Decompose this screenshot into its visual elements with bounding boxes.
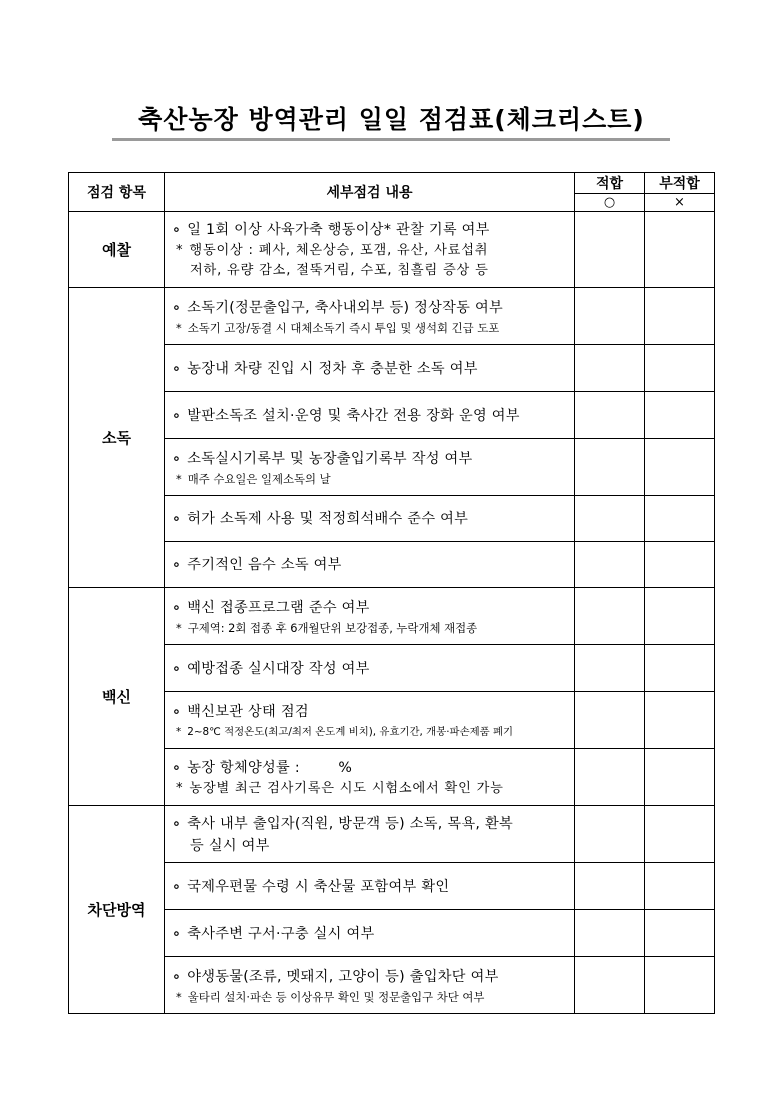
item-note-cont: 저하, 유량 감소, 절뚝거림, 수포, 침흘림 증상 등 (190, 263, 489, 278)
check-ok-cell[interactable] (575, 910, 645, 957)
check-ng-cell[interactable] (645, 496, 715, 542)
item-note: * 구제역: 2회 접종 후 6개월단위 보강접종, 누락개체 재접종 (172, 619, 568, 637)
checklist-table (68, 172, 715, 1014)
header-ok: 적합 (575, 173, 645, 194)
check-ng-cell[interactable] (645, 910, 715, 957)
item-text: ∘ 소독실시기록부 및 농장출입기록부 작성 여부 (172, 448, 568, 470)
check-ok-cell[interactable] (575, 345, 645, 392)
check-ok-cell[interactable] (575, 288, 645, 345)
header-ng: 부적합 (645, 173, 715, 194)
item-text: ∘ 축사주변 구서·구충 실시 여부 (172, 923, 568, 945)
item-text: ∘ 예방접종 실시대장 작성 여부 (172, 658, 568, 680)
check-ok-cell[interactable] (575, 439, 645, 496)
item-text: ∘ 농장 항체양성률 : % (172, 757, 568, 779)
item-text: ∘ 일 1회 이상 사육가축 행동이상* 관찰 기록 여부 (172, 219, 568, 241)
table-row (69, 806, 715, 863)
check-ng-cell[interactable] (645, 392, 715, 439)
check-ng-cell[interactable] (645, 288, 715, 345)
check-ok-cell[interactable] (575, 806, 645, 863)
check-ng-cell[interactable] (645, 863, 715, 910)
table-row (69, 288, 715, 345)
item-note: * 농장별 최근 검사기록은 시도 시험소에서 확인 가능 (172, 779, 568, 799)
item-text: ∘ 백신 접종프로그램 준수 여부 (172, 597, 568, 619)
table-row (69, 692, 715, 749)
check-ok-cell[interactable] (575, 692, 645, 749)
item-text: ∘ 농장내 차량 진입 시 정차 후 충분한 소독 여부 (172, 358, 568, 380)
mark-ng: × (645, 194, 715, 212)
check-ok-cell[interactable] (575, 392, 645, 439)
check-ng-cell[interactable] (645, 588, 715, 645)
table-row (69, 863, 715, 910)
page-title: 축산농장 방역관리 일일 점검표(체크리스트) (138, 105, 645, 134)
item-note: * 2~8℃ 적정온도(최고/최저 온도계 비치), 유효기간, 개봉·파손제품 폐기 (172, 723, 568, 741)
check-ng-cell[interactable] (645, 542, 715, 588)
header-category: 점검 항목 (69, 173, 165, 212)
check-ng-cell[interactable] (645, 212, 715, 288)
item-note: * 매주 수요일은 일제소독의 날 (172, 470, 568, 488)
check-ng-cell[interactable] (645, 957, 715, 1014)
item-note: * 행동이상 : 폐사, 체온상승, 포갬, 유산, 사료섭취 (172, 241, 568, 261)
check-ok-cell[interactable] (575, 212, 645, 288)
check-ng-cell[interactable] (645, 345, 715, 392)
check-ok-cell[interactable] (575, 645, 645, 692)
section-vaccine: 백신 (69, 588, 165, 806)
check-ok-cell[interactable] (575, 863, 645, 910)
table-row (69, 645, 715, 692)
table-row (69, 392, 715, 439)
check-ng-cell[interactable] (645, 645, 715, 692)
table-row (69, 588, 715, 645)
table-row (69, 910, 715, 957)
item-note: * 소독기 고장/동결 시 대체소독기 즉시 투입 및 생석회 긴급 도포 (172, 319, 568, 337)
item-text: ∘ 국제우편물 수령 시 축산물 포함여부 확인 (172, 876, 568, 898)
check-ok-cell[interactable] (575, 496, 645, 542)
section-disinfection: 소독 (69, 288, 165, 588)
item-text-cont: 등 실시 여부 (190, 837, 270, 854)
check-ng-cell[interactable] (645, 692, 715, 749)
table-row (69, 957, 715, 1014)
item-text: ∘ 축사 내부 출입자(직원, 방문객 등) 소독, 목욕, 환복 (172, 813, 568, 835)
section-surveillance: 예찰 (69, 212, 165, 288)
check-ng-cell[interactable] (645, 749, 715, 806)
item-text: ∘ 소독기(정문출입구, 축사내외부 등) 정상작동 여부 (172, 297, 568, 319)
item-text: ∘ 야생동물(조류, 멧돼지, 고양이 등) 출입차단 여부 (172, 966, 568, 988)
mark-ok: ○ (575, 194, 645, 212)
table-row (69, 749, 715, 806)
check-ok-cell[interactable] (575, 542, 645, 588)
item-text: ∘ 발판소독조 설치·운영 및 축사간 전용 장화 운영 여부 (172, 405, 568, 427)
table-row (69, 439, 715, 496)
item-text: ∘ 백신보관 상태 점검 (172, 701, 568, 723)
check-ok-cell[interactable] (575, 749, 645, 806)
header-detail: 세부점검 내용 (165, 173, 575, 212)
check-ok-cell[interactable] (575, 588, 645, 645)
table-row (69, 212, 715, 288)
item-text: ∘ 허가 소독제 사용 및 적정희석배수 준수 여부 (172, 508, 568, 530)
table-row (69, 345, 715, 392)
item-note: * 울타리 설치·파손 등 이상유무 확인 및 정문출입구 차단 여부 (172, 988, 568, 1006)
check-ng-cell[interactable] (645, 439, 715, 496)
check-ng-cell[interactable] (645, 806, 715, 863)
table-row (69, 496, 715, 542)
section-biosecurity: 차단방역 (69, 806, 165, 1014)
table-row (69, 542, 715, 588)
title-underline (112, 138, 670, 141)
check-ok-cell[interactable] (575, 957, 645, 1014)
item-text: ∘ 주기적인 음수 소독 여부 (172, 554, 568, 576)
